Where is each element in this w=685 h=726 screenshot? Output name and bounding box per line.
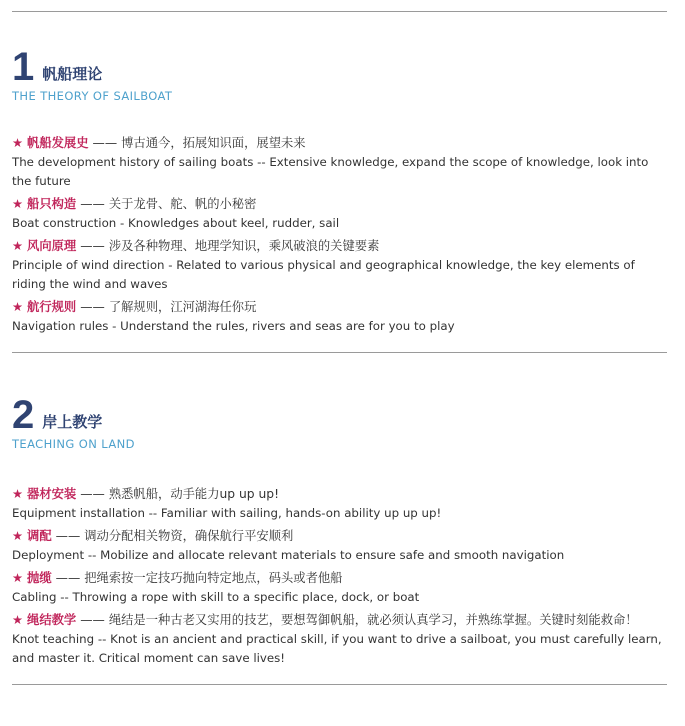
divider [12,352,667,353]
section-subtitle: TEACHING ON LAND [12,437,135,451]
item-label: 调配 [27,529,52,543]
item-label: 绳结教学 [27,613,77,627]
item-en-text: Knot teaching -- Knot is an ancient and practical skill, if you want to drive a sailboat, you must carefully learn, and master it. Critical moment can save lives! [12,632,662,665]
item-dash: —— [80,300,105,314]
item-label: 抛缆 [27,571,52,585]
item-cn-text: 涉及各种物理、地理学知识，乘风破浪的关键要素 [108,239,380,253]
list-item [12,194,667,233]
item-cn-text: 熟悉帆船，动手能力up up up! [108,487,280,501]
list-item [12,133,667,191]
item-cn-text: 关于龙骨、舵、帆的小秘密 [108,197,257,211]
item-en-text: Boat construction - Knowledges about keel, rudder, sail [12,216,340,230]
item-label: 帆船发展史 [27,136,89,150]
item-list [12,484,667,668]
section-number: 1 [12,45,35,89]
section-title: 岸上教学 [42,413,103,431]
item-label: 航行规则 [27,300,77,314]
item-cn-text: 绳结是一种古老又实用的技艺，要想驾御帆船，就必须认真学习，并熟练掌握。关键时刻能救命！ [108,613,638,627]
star-icon: ★ [12,613,24,627]
article [12,0,667,685]
star-icon: ★ [12,136,24,150]
item-label: 风向原理 [27,239,77,253]
list-item [12,526,667,565]
list-item [12,568,667,607]
item-cn-line [12,133,667,153]
item-cn-line [12,236,667,256]
item-label: 船只构造 [27,197,77,211]
item-cn-text: 调动分配相关物资，确保航行平安顺利 [84,529,294,543]
list-item [12,297,667,336]
item-dash: —— [55,529,81,543]
item-dash: —— [80,197,105,211]
item-cn-line [12,526,667,546]
item-dash: —— [92,136,118,150]
star-icon: ★ [12,197,24,211]
star-icon: ★ [12,239,24,253]
item-cn-line [12,484,667,504]
section-number: 2 [12,393,35,437]
item-en-text: The development history of sailing boats -- Extensive knowledge, expand the scope of knowledge, look into the future [12,155,649,188]
item-dash: —— [80,487,105,501]
star-icon: ★ [12,571,24,585]
item-label: 器材安装 [27,487,77,501]
list-item [12,484,667,523]
section-title: 帆船理论 [42,65,103,83]
section-heading [12,395,667,435]
item-en-text: Equipment installation -- Familiar with sailing, hands-on ability up up up! [12,506,442,520]
section-subtitle: THE THEORY OF SAILBOAT [12,89,173,103]
divider [12,11,667,12]
item-cn-text: 博古通今，拓展知识面，展望未来 [121,136,306,150]
section-teaching-on-land [12,395,667,668]
item-dash: —— [80,239,105,253]
item-cn-text: 了解规则，江河湖海任你玩 [108,300,257,314]
section-heading [12,47,667,87]
item-en-text: Deployment -- Mobilize and allocate relevant materials to ensure safe and smooth navigation [12,548,565,562]
item-dash: —— [55,571,81,585]
star-icon: ★ [12,529,24,543]
item-dash: —— [80,613,105,627]
star-icon: ★ [12,487,24,501]
item-list [12,133,667,336]
item-cn-line [12,568,667,588]
star-icon: ★ [12,300,24,314]
list-item [12,610,667,668]
list-item [12,236,667,294]
divider [12,684,667,685]
item-cn-line [12,610,667,630]
item-cn-text: 把绳索按一定技巧抛向特定地点，码头或者他船 [84,571,343,585]
item-cn-line [12,297,667,317]
item-en-text: Navigation rules - Understand the rules, rivers and seas are for you to play [12,319,455,333]
item-en-text: Principle of wind direction - Related to various physical and geographical knowledge, the key elements of riding the wind and waves [12,258,635,291]
item-cn-line [12,194,667,214]
item-en-text: Cabling -- Throwing a rope with skill to a specific place, dock, or boat [12,590,420,604]
section-theory [12,47,667,336]
